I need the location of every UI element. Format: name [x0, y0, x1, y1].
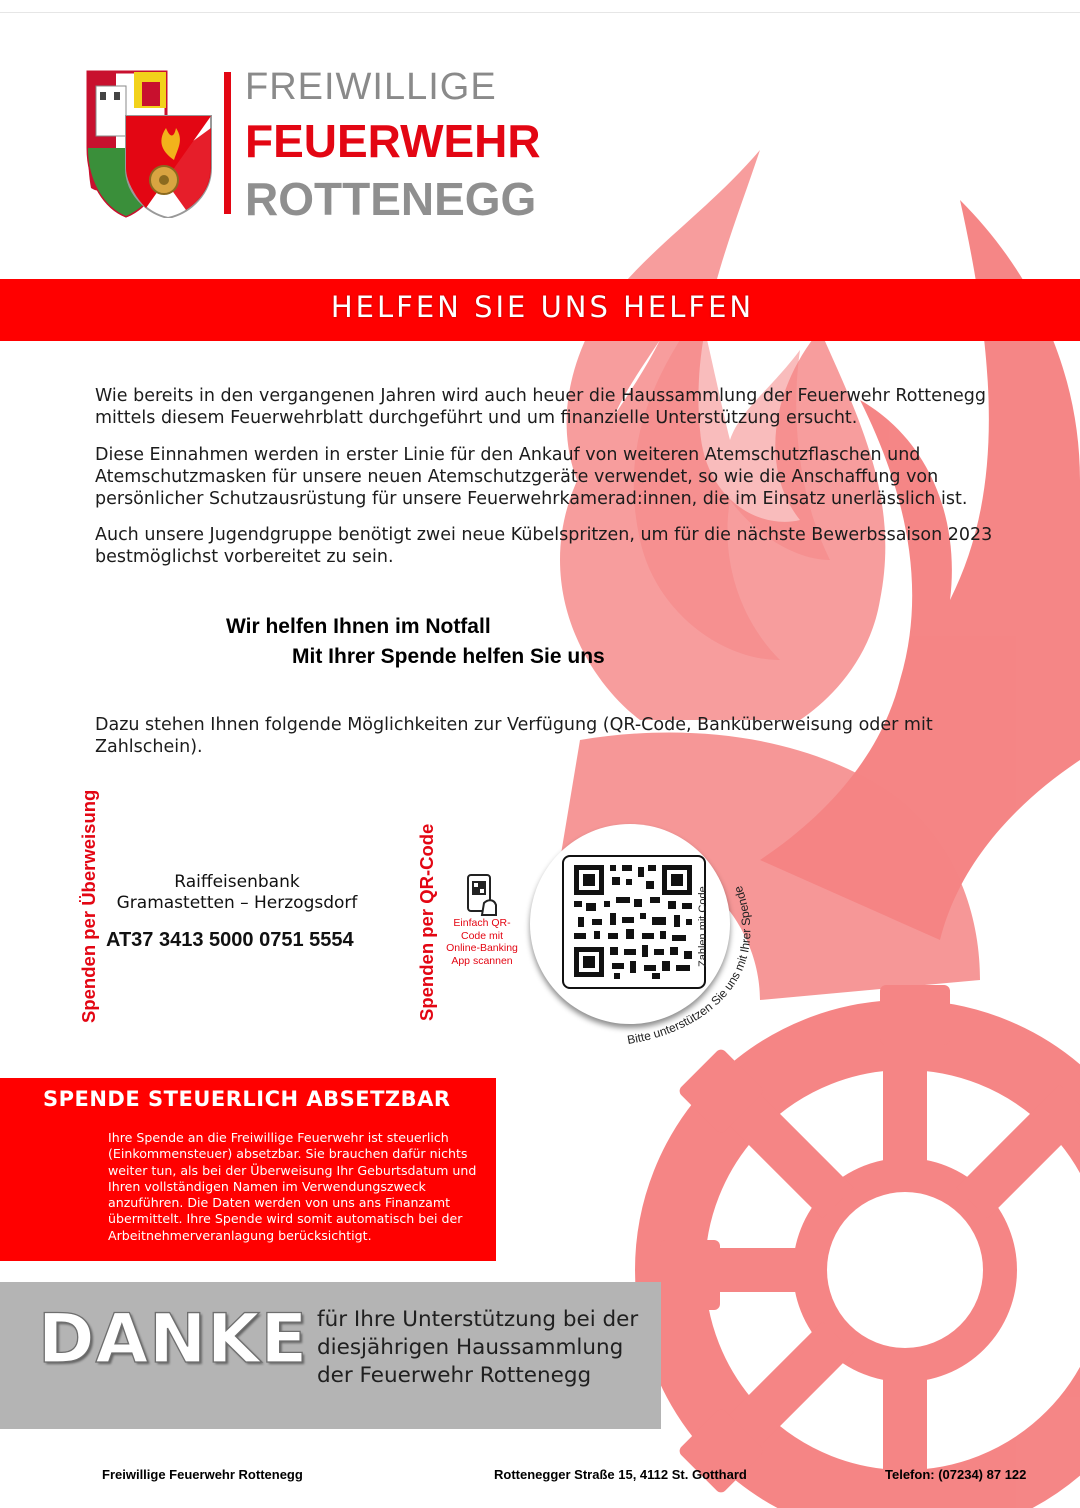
footer-organization: Freiwillige Feuerwehr Rottenegg — [102, 1467, 303, 1482]
thanks-text: für Ihre Unterstützung bei der diesjährigen Haussammlung der Feuerwehr Rottenegg — [317, 1307, 639, 1388]
fire-brigade-coat-of-arms-icon — [86, 68, 226, 218]
logo-line-feuerwehr: FEUERWEHR — [245, 115, 541, 167]
intro-paragraph: Wie bereits in den vergangenen Jahren wird auch heuer die Haussammlung der Feuerwehr Rottenegg mittels diesem Feuerwehrblatt durchgeführt und um finanzielle Unterstützung ersucht. — [95, 386, 987, 428]
bank-name: Raiffeisenbank — [174, 872, 300, 892]
qr-arc-text: Bitte unterstützen Sie uns mit Ihrer Spende — [626, 884, 754, 1047]
svg-text:Bitte unterstützen Sie uns mit — [626, 884, 753, 1047]
logo-divider-bar — [224, 72, 231, 214]
iban: AT37 3413 5000 0751 5554 — [106, 929, 354, 951]
qr-arc-caption — [600, 830, 800, 1060]
qr-vertical-label: Spenden per QR-Code — [416, 823, 437, 1021]
youth-group-paragraph: Auch unsere Jugendgruppe benötigt zwei neue Kübelspritzen, um für die nächste Bewerbssaison 2023 bestmöglichst vorbereitet zu sein. — [95, 525, 993, 567]
slogan-line-2: Mit Ihrer Spende helfen Sie uns — [292, 645, 605, 668]
qr-scan-hint: Einfach QR-Code mit Online-Banking App scannen — [446, 917, 518, 967]
thanks-heading: DANKE — [38, 1300, 309, 1379]
tax-deductible-text: Ihre Spende an die Freiwillige Feuerwehr ist steuerlich (Einkommensteuer) absetzbar. Sie brauchen dafür nichts weiter tun, als bei der Überweisung Ihr Geburtsdatum und Ihren vollständigen Namen im Verwendungszweck anzuführen. Die Daten werden von uns ans Finanzamt übermittelt. Ihre Spende wird somit automatisch bei der Arbeitnehmerveranlagung berücksichtigt. — [108, 1130, 477, 1243]
tax-deductible-title: SPENDE STEUERLICH ABSETZBAR — [43, 1087, 451, 1111]
footer-phone: Telefon: (07234) 87 122 — [885, 1467, 1027, 1482]
bank-branch: Gramastetten – Herzogsdorf — [116, 893, 358, 913]
qr-side-label: Zahlen mit Code — [697, 886, 709, 967]
transfer-vertical-label: Spenden per Überweisung — [78, 789, 99, 1023]
logo-line-freiwillige: FREIWILLIGE — [245, 66, 497, 108]
options-paragraph: Dazu stehen Ihnen folgende Möglichkeiten zur Verfügung (QR-Code, Banküberweisung oder mit Zahlschein). — [95, 715, 933, 757]
footer-address: Rottenegger Straße 15, 4112 St. Gotthard — [494, 1467, 747, 1482]
purpose-paragraph: Diese Einnahmen werden in erster Linie für den Ankauf von weiteren Atemschutzflaschen und Atemschutzmasken für unsere neuen Atemschutzgeräte verwendet, so wie die Anschaffung von persönlicher Schutzausrüstung für unsere Feuerwehrkamerad:innen, die im Einsatz unerlässlich ist. — [95, 445, 968, 509]
logo-line-rottenegg: ROTTENEGG — [245, 173, 537, 225]
slogan-line-1: Wir helfen Ihnen im Notfall — [226, 615, 491, 638]
smartphone-qr-icon — [462, 873, 502, 917]
headline-banner-title: HELFEN SIE UNS HELFEN — [330, 290, 755, 324]
